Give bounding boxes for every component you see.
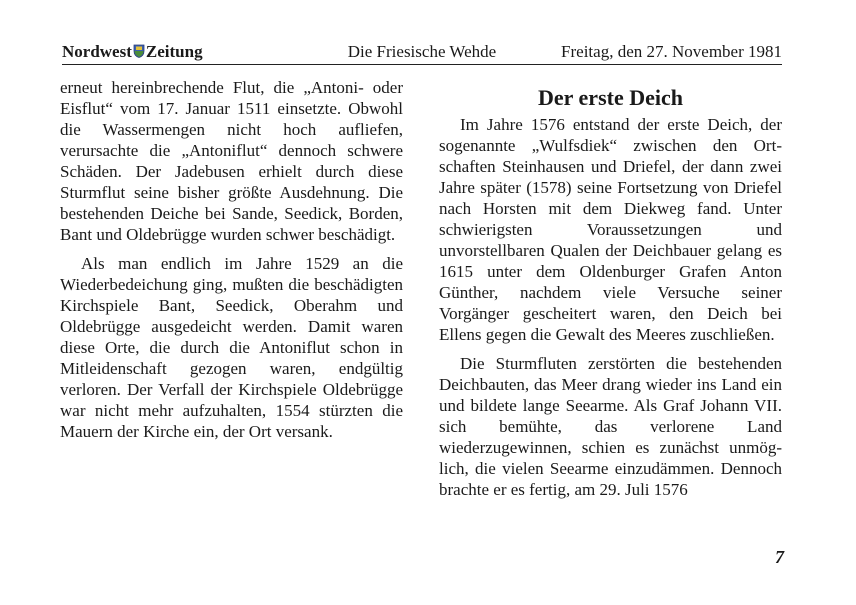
paragraph: Die Sturmfluten zerstörten die bestehenden Deichbauten, das Meer drang wieder ins Land ein und bildete lange Seearme. Als Graf Johann VII. sich bemühte, das verlorene Land wiederzugewinnen, schien es zunächst unmöglich, die vielen Seearme einzudämmen. Dennoch brachte er es fertig, am 29. Juli 1576: [439, 354, 782, 499]
paragraph: erneut hereinbrechende Flut, die „Antoni- oder Eisflut“ vom 17. Januar 1511 einsetzte. Obwohl die Wassermengen nicht hoch aufliefen, verursachte die „Antoniflut“ dennoch schwere Schäden. Der Jadebusen erhielt durch diese Sturmflut seine bisher größte Ausdehnung. Die bestehenden Deiche bei Sande, Seedick, Borden, Bant und Oldebrügge wurden schwer beschädigt.: [60, 78, 403, 244]
article-title: Der erste Deich: [538, 85, 683, 110]
coat-of-arms-icon: [133, 44, 145, 58]
page-number: 7: [775, 547, 784, 567]
logo-text-left: Nordwest: [62, 42, 132, 61]
section-title: Die Friesische Wehde: [347, 42, 497, 61]
newspaper-logo: [62, 42, 203, 62]
right-column: [439, 86, 782, 508]
paragraph: Im Jahre 1576 entstand der erste Deich, der sogenannte „Wulfsdiek“ zwischen den Ortschaften Steinhausen und Driefel, der dann zwei Jahre später (1578) seine Fortsetzung von Driefel nach Horsten mit dem Diekweg fand. Unter schwierigsten Voraussetzungen und unvorstellbaren Qualen der Deichbauer gelang es 1615 unter dem Oldenburger Grafen Anton Günther, nachdem viele Versuche seiner Vorgänger gescheitert waren, den Deich bei Ellens gegen die Gewalt des Meeres zuschließen.: [439, 115, 782, 344]
issue-date: Freitag, den 27. November 1981: [561, 42, 782, 61]
left-column: [60, 77, 403, 450]
logo-text-right: Zeitung: [145, 42, 203, 61]
page-header: [62, 42, 782, 65]
paragraph: Als man endlich im Jahre 1529 an die Wiederbedeichung ging, mußten die beschädigten Kirchspiele Bant, Seedick, Oberahm und Oldebrügge ausgedeicht werden. Damit waren diese Orte, die durch die Antoniflut schon in Mitleidenschaft gezogen waren, endgültig verloren. Der Verfall der Kirchspiele Oldebrügge war nicht mehr aufzuhalten, 1554 stürzten die Mauern der Kirche ein, der Ort versank.: [60, 254, 403, 441]
